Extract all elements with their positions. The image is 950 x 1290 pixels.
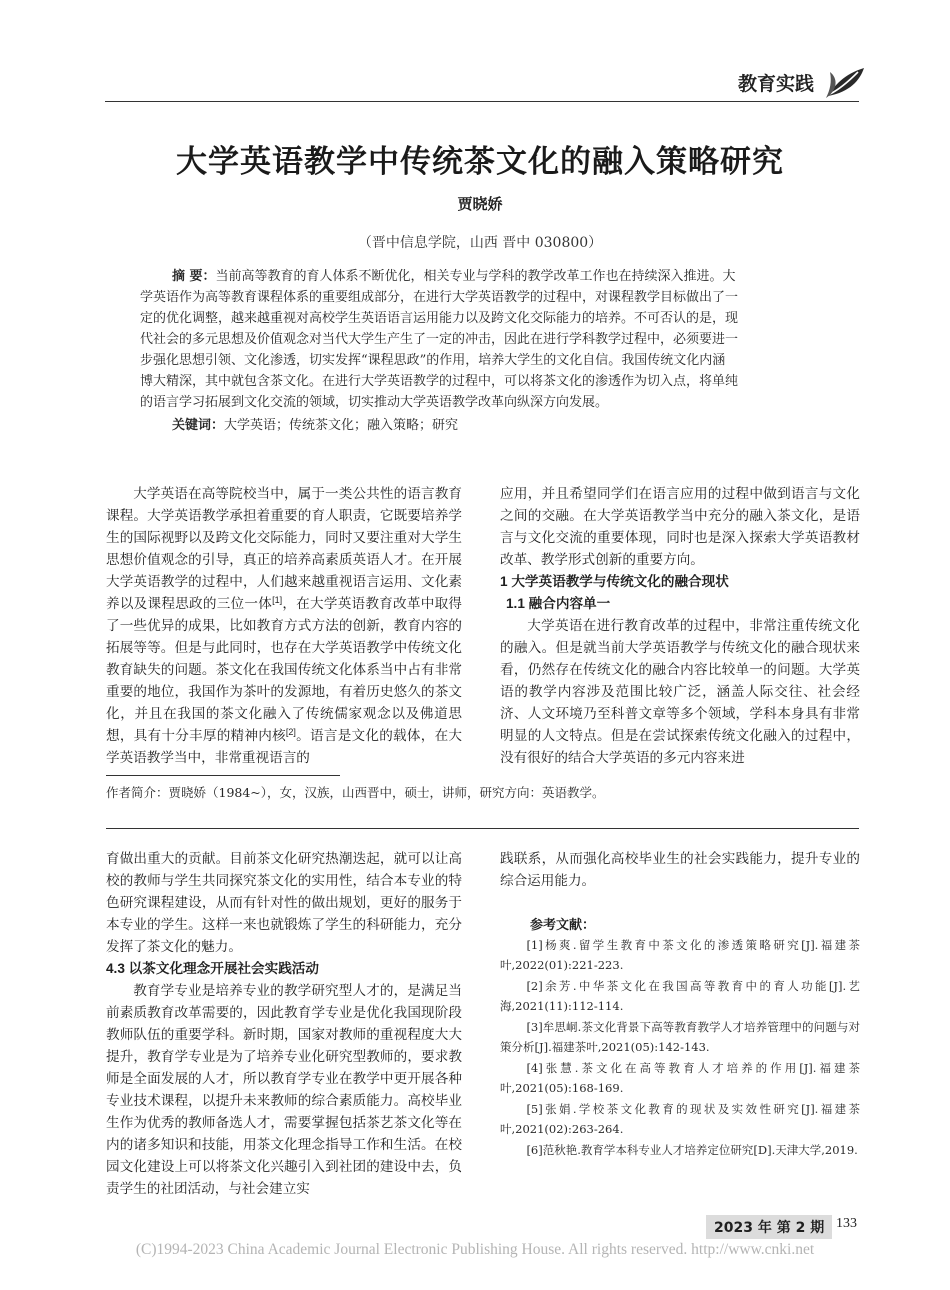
keywords-list: 大学英语；传统茶文化；融入策略；研究 <box>224 418 459 433</box>
abstract <box>140 266 808 413</box>
body-column-left-bottom <box>106 848 462 1200</box>
abstract-line: 代社会的多元思想及价值观念对当代大学生产生了一定的冲击，因此在进行学科教学过程中，必须要进一 <box>140 332 739 347</box>
intro-text: ，在大学英语教育改革中取得了一些优异的成果，比如教育方式方法的创新，教育内容的拓展等等。但是与此同时，也存在大学英语教学中传统文化教育缺失的问题。茶文化在我国传统文化体系当中占有非常重要的地位，我国作为茶叶的发源地，有着历史悠久的茶文化，并且在我国的茶文化融入了传统儒家观念以及佛道思想，具有十分丰厚的精神内核 <box>106 596 463 743</box>
subsection-heading-1-1: 1.1 融合内容单一 <box>506 596 611 611</box>
abstract-line: 当前高等教育的育人体系不断优化，相关专业与学科的教学改革工作也在持续深入推进。大 <box>215 269 736 284</box>
reference-item: [6]范秋艳.教育学本科专业人才培养定位研究[D].天津大学,2019. <box>526 1143 858 1157</box>
leaf-logo-icon <box>824 64 870 100</box>
issue-label: 2023 年 第 2 期 <box>706 1215 832 1239</box>
intro-text: 大学英语在高等院校当中，属于一类公共性的语言教育课程。大学英语教学承担着重要的育人职责，它既要培养学生的国际视野以及跨文化交际能力，同时又要注重对大学生思想价值观念的引导，真正的培养高素质英语人才。在开展大学英语教学的过程中，人们越来越重视语言运用、文化素养以及课程思政的三位一体 <box>106 486 462 611</box>
references-list <box>500 936 860 1163</box>
footnote-divider <box>106 775 340 776</box>
reference-item: [5]张娟.学校茶文化教育的现状及实效性研究[J].福建茶叶,2021(02):263-264. <box>500 1102 860 1136</box>
reference-item: [3]牟思峒.茶文化背景下高等教育教学人才培养管理中的问题与对策分析[J].福建茶叶,2021(05):142-143. <box>500 1020 860 1054</box>
paragraph-4-3: 教育学专业是培养专业的教学研究型人才的，是满足当前素质教育改革需要的，因此教育学专业是优化我国现阶段教师队伍的重要学科。新时期，国家对教师的重视程度大大提升，教育学专业是为了培养专业化研究型教师的，要求教师是全面发展的人才，所以教育学专业在教学中更开展各种专业技术课程，以提升未来教师的综合素质能力。高校毕业生作为优秀的教师备选人才，需要掌握包括茶艺茶文化等在内的诸多知识和技能，用茶文化理念指导工作和生活。在校园文化建设上可以将茶文化兴趣引入到社团的建设中去，负责学生的社团活动，与社会建立实 <box>106 983 462 1196</box>
paragraph-continuation: 育做出重大的贡献。目前茶文化研究热潮迭起，就可以让高校的教师与学生共同探究茶文化的实用性，结合本专业的特色研究课程建设，从而有针对性的做出规划，更好的服务于本专业的学生。这样一来也就锻炼了学生的科研能力，充分发挥了茶文化的魅力。 <box>106 851 462 954</box>
author-affiliation: （晋中信息学院，山西 晋中 030800） <box>357 235 603 251</box>
section-label: 教育实践 <box>737 72 814 95</box>
keywords-label: 关键词： <box>172 418 225 433</box>
citation-1: [1] <box>272 595 283 605</box>
paragraph-1-1: 大学英语在进行教育改革的过程中，非常注重传统文化的融入。但是就当前大学英语教学与传统文化的融合现状来看，仍然存在传统文化的融合内容比较单一的问题。大学英语的教学内容涉及范围比较广泛，涵盖人际交往、社会经济、人文环境乃至科普文章等多个领域，学科本身具有非常明显的人文特点。但是在尝试探索传统文化融入的过程中，没有很好的结合大学英语的多元内容来进 <box>500 618 860 765</box>
reference-item: [1]杨爽.留学生教育中茶文化的渗透策略研究[J].福建茶叶,2022(01):221-223. <box>500 938 860 972</box>
author-name: 贾晓娇 <box>457 195 503 213</box>
article-title: 大学英语教学中传统茶文化的融入策略研究 <box>176 144 784 180</box>
section-heading-1: 1 大学英语教学与传统文化的融合现状 <box>500 574 729 589</box>
intro-paragraph <box>106 483 462 769</box>
abstract-line: 学英语作为高等教育课程体系的重要组成部分，在进行大学英语教学的过程中，对课程教学目标做出了一 <box>140 290 739 305</box>
body-column-right-top <box>500 483 860 769</box>
author-footnote: 作者简介：贾晓娇（1984~），女，汉族，山西晋中，硕士，讲师，研究方向：英语教学。 <box>106 785 605 800</box>
header-divider <box>105 101 859 102</box>
intro-text: 。语言是文化的载体，在大学英语教学当中，非常重视语言的 <box>106 728 463 765</box>
journal-section-header <box>690 62 870 102</box>
intro-continuation: 应用，并且希望同学们在语言应用的过程中做到语言与文化之间的交融。在大学英语教学当中充分的融入茶文化，是语言与文化交流的重要体现，同时也是深入探索大学英语教材改革、教学形式创新的重要方向。 <box>500 486 860 567</box>
reference-item: [2]余芳.中华茶文化在我国高等教育中的育人功能[J].艺海,2021(11):112-114. <box>500 979 860 1013</box>
subsection-heading-4-3: 4.3 以茶文化理念开展社会实践活动 <box>106 961 319 976</box>
copyright-watermark: (C)1994-2023 China Academic Journal Electronic Publishing House. All rights reserved. http://www.cnki.net <box>135 1241 815 1258</box>
page-divider <box>106 828 859 829</box>
abstract-line: 博大精深，其中就包含茶文化。在进行大学英语教学的过程中，可以将茶文化的渗透作为切入点，将单纯 <box>140 374 739 389</box>
abstract-line: 定的优化调整，越来越重视对高校学生英语语言运用能力以及跨文化交际能力的培养。不可否认的是，现 <box>140 311 739 326</box>
abstract-line: 的语言学习拓展到文化交流的领域，切实推动大学英语教学改革向纵深方向发展。 <box>140 395 609 410</box>
abstract-label: 摘 要： <box>172 269 216 284</box>
page-number: 133 <box>836 1216 857 1231</box>
reference-item: [4]张慧.茶文化在高等教育人才培养的作用[J].福建茶叶,2021(05):168-169. <box>500 1061 860 1095</box>
body-column-right-bottom <box>500 848 860 892</box>
keywords <box>172 415 812 436</box>
abstract-line: 步强化思想引领、文化渗透，切实发挥“课程思政”的作用，培养大学生的文化自信。我国传统文化内涵 <box>140 353 726 368</box>
body-column-left-top <box>106 483 462 769</box>
references-heading: 参考文献： <box>530 918 596 933</box>
citation-2: [2] <box>285 727 296 737</box>
paragraph-continuation: 践联系，从而强化高校毕业生的社会实践能力，提升专业的综合运用能力。 <box>500 851 860 888</box>
